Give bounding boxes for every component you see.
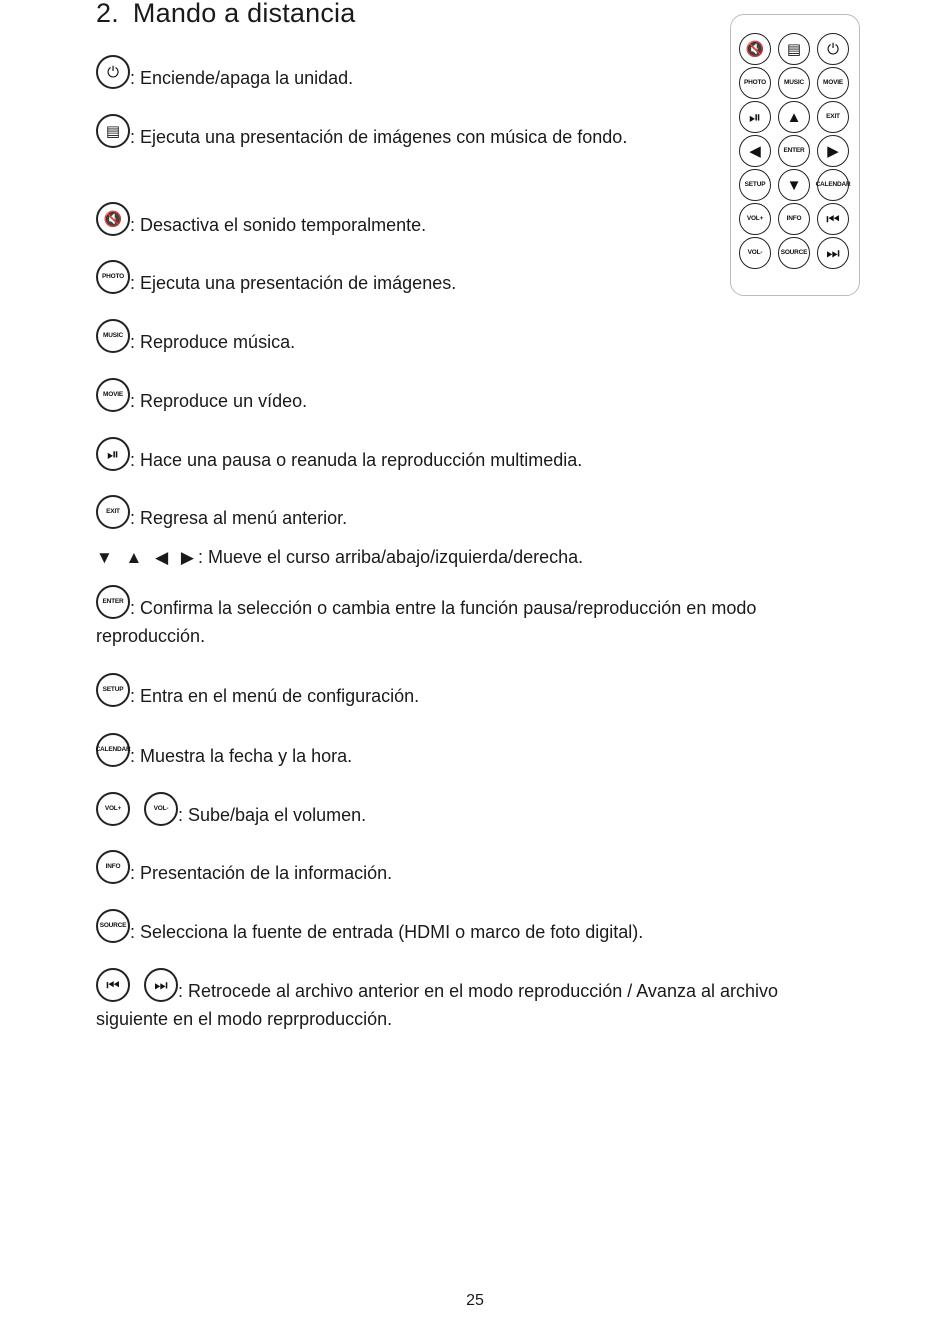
entry-prev-next-text-1: : Retrocede al archivo anterior en el modo reproducción / Avanza al archivo xyxy=(178,981,779,1001)
entry-movie-text: : Reproduce un vídeo. xyxy=(130,391,308,411)
vol-up-button-icon: VOL+ xyxy=(96,792,130,826)
movie-button-icon: MOVIE xyxy=(96,378,130,412)
entry-play-pause xyxy=(96,437,582,471)
photo-button-icon: PHOTO xyxy=(739,67,771,99)
entry-source xyxy=(96,909,643,943)
entry-exit-text: : Regresa al menú anterior. xyxy=(130,508,348,528)
entry-volume xyxy=(96,792,366,826)
previous-icon: ⏮ xyxy=(96,968,130,1002)
calendar-button-icon xyxy=(96,733,130,767)
entry-exit xyxy=(96,495,347,529)
up-arrow-icon: ▲ xyxy=(778,101,810,133)
power-icon: ⏻ xyxy=(817,33,849,65)
entry-prev-next-text-2: siguiente en el modo reprproducción. xyxy=(96,1009,393,1029)
calendar-label-2: DAR xyxy=(116,745,131,753)
entry-arrows-text: : Mueve el curso arriba/abajo/izquierda/derecha. xyxy=(197,547,584,567)
entry-enter xyxy=(96,585,866,653)
entry-calendar-text: : Muestra la fecha y la hora. xyxy=(130,746,353,766)
entry-slideshow-music xyxy=(96,114,627,148)
calendar-label-1: CALEN xyxy=(95,745,117,753)
movie-button-icon: MOVIE xyxy=(817,67,849,99)
entry-music xyxy=(96,319,295,353)
music-button-icon: MUSIC xyxy=(96,319,130,353)
entry-slideshow-music-text: : Ejecuta una presentación de imágenes con música de fondo. xyxy=(130,127,628,147)
setup-button-icon: SETUP xyxy=(96,673,130,707)
play-pause-icon: ⏯ xyxy=(739,101,771,133)
exit-button-icon: EXIT xyxy=(96,495,130,529)
next-icon: ⏭ xyxy=(144,968,178,1002)
entry-power-text: : Enciende/apaga la unidad. xyxy=(130,68,354,88)
entry-mute xyxy=(96,202,426,236)
entry-source-text: : Selecciona la fuente de entrada (HDMI o marco de foto digital). xyxy=(130,922,644,942)
entry-mute-text: : Desactiva el sonido temporalmente. xyxy=(130,215,427,235)
page-number: 25 xyxy=(466,1292,484,1309)
entry-enter-text-2: reproducción. xyxy=(96,626,206,646)
exit-button-icon: EXIT xyxy=(817,101,849,133)
previous-icon: ⏮ xyxy=(817,203,849,235)
entry-photo-text: : Ejecuta una presentación de imágenes. xyxy=(130,273,457,293)
info-button-icon: INFO xyxy=(96,850,130,884)
enter-button-icon: ENTER xyxy=(778,135,810,167)
entry-movie xyxy=(96,378,307,412)
source-button-icon: SOURCE xyxy=(96,909,130,943)
entry-setup-text: : Entra en el menú de configuración. xyxy=(130,686,420,706)
down-arrow-icon: ▼ xyxy=(778,169,810,201)
source-button-icon: SOURCE xyxy=(778,237,810,269)
vol-up-button-icon: VOL+ xyxy=(739,203,771,235)
info-button-icon: INFO xyxy=(778,203,810,235)
power-icon: ⏻ xyxy=(96,55,130,89)
entry-calendar xyxy=(96,733,352,767)
remote-control-illustration xyxy=(730,14,860,296)
calendar-button-icon xyxy=(817,169,849,201)
right-arrow-icon: ▶ xyxy=(817,135,849,167)
vol-down-button-icon: VOL- xyxy=(144,792,178,826)
play-pause-icon: ⏯ xyxy=(96,437,130,471)
entry-music-text: : Reproduce música. xyxy=(130,332,296,352)
entry-info xyxy=(96,850,392,884)
slideshow-music-icon: ▤ xyxy=(96,114,130,148)
section-title: Mando a distancia xyxy=(132,0,356,28)
entry-prev-next xyxy=(96,968,876,1036)
next-icon: ⏭ xyxy=(817,237,849,269)
left-arrow-icon: ◀ xyxy=(739,135,771,167)
section-heading xyxy=(96,0,355,29)
calendar-label-2: DAR xyxy=(836,180,851,188)
entry-photo xyxy=(96,260,456,294)
entry-enter-text-1: : Confirma la selección o cambia entre la función pausa/reproducción en modo xyxy=(130,598,757,618)
enter-button-icon: ENTER xyxy=(96,585,130,619)
entry-setup xyxy=(96,673,419,707)
entry-info-text: : Presentación de la información. xyxy=(130,863,393,883)
entry-power xyxy=(96,55,353,89)
mute-icon: 🔇 xyxy=(96,202,130,236)
arrow-symbols: ▼ ▲ ◀ ▶ xyxy=(96,548,198,567)
section-number: 2. xyxy=(96,0,119,28)
mute-icon: 🔇 xyxy=(739,33,771,65)
music-button-icon: MUSIC xyxy=(778,67,810,99)
photo-button-icon: PHOTO xyxy=(96,260,130,294)
setup-button-icon: SETUP xyxy=(739,169,771,201)
entry-play-pause-text: : Hace una pausa o reanuda la reproducción multimedia. xyxy=(130,450,583,470)
slideshow-music-icon: ▤ xyxy=(778,33,810,65)
vol-down-button-icon: VOL- xyxy=(739,237,771,269)
entry-volume-text: : Sube/baja el volumen. xyxy=(178,805,367,825)
entry-arrows xyxy=(96,542,583,573)
calendar-label-1: CALEN xyxy=(815,180,837,188)
